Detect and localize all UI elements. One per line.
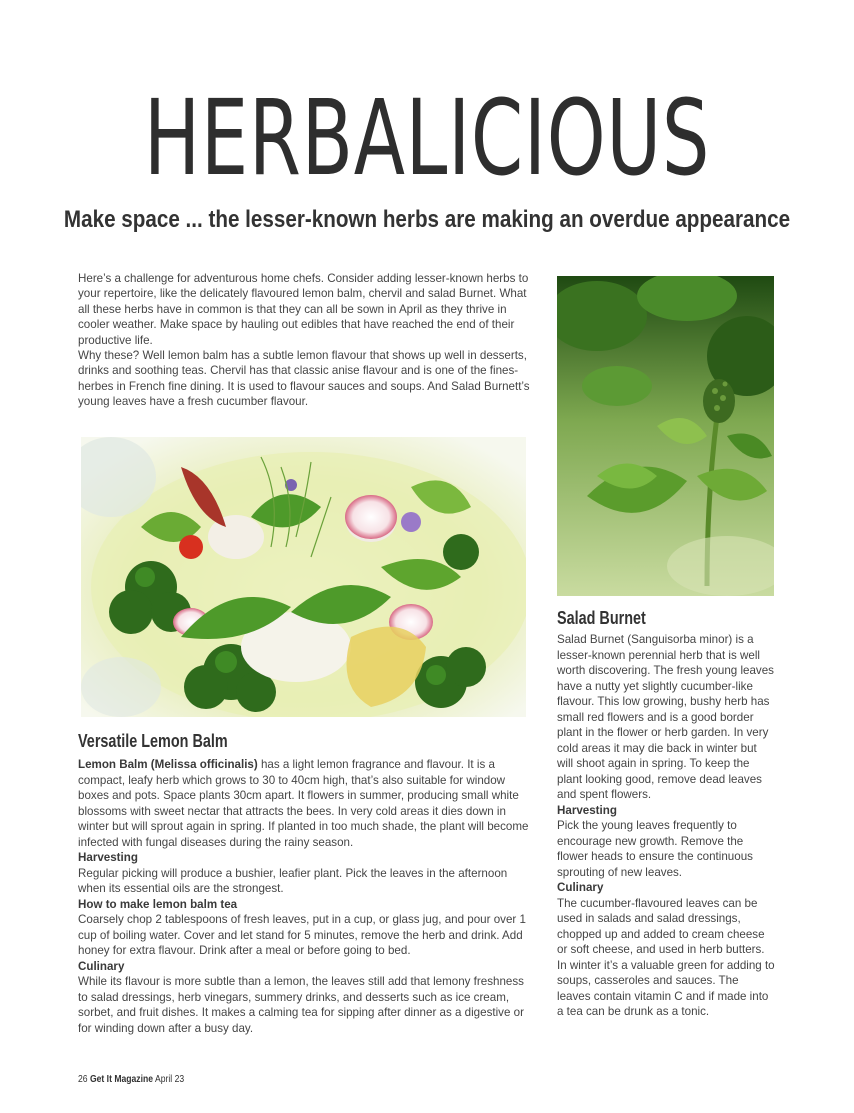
issue-date: April 23	[154, 1074, 185, 1085]
salad-burnet-heading: Salad Burnet	[557, 608, 646, 628]
page-subtitle: Make space ... the lesser-known herbs are making an overdue appearance	[63, 206, 791, 233]
salad-burnet-culinary-text: The cucumber-flavoured leaves can be used in salads and salad dressings, chopped up and added to cream cheese or soft cheese, and used in herb butters. In winter it’s a valuable green for adding to soups, casseroles and sauces. The leaves contain vitamin C and if made into a tea can be drunk as a tonic.	[557, 896, 775, 1018]
lemon-balm-column	[78, 757, 536, 1036]
salad-burnet-image	[557, 276, 774, 596]
lemon-balm-harvesting-text: Regular picking will produce a bushier, leafier plant. Pick the leaves in the afternoon when its essential oils are the strongest.	[78, 866, 508, 895]
lemon-balm-culinary-text: While its flavour is more subtle than a lemon, the leaves still add that lemony freshness to salad dressings, herb vinegars, summery drinks, and desserts such as ice cream, sorbet, and fruit dishes. It makes a calming tea for sipping after dinner as a digestive or for winding down after a busy day.	[78, 975, 524, 1035]
intro-text	[78, 271, 534, 410]
salad-burnet-culinary-heading: Culinary	[557, 881, 604, 894]
lemon-balm-heading: Versatile Lemon Balm	[78, 731, 228, 751]
page-number: 26	[78, 1074, 88, 1085]
herb-salad-photo	[81, 437, 526, 717]
lemon-balm-intro	[78, 757, 536, 850]
page-footer	[78, 1074, 184, 1085]
salad-burnet-harvesting-heading: Harvesting	[557, 803, 617, 817]
herb-salad-image	[81, 437, 526, 717]
intro-paragraph: Why these? Well lemon balm has a subtle lemon flavour that shows up well in desserts, drinks and soothing teas. Chervil has that classic anise flavour and is one of the fines-herbes in French fine dining. It is used to flavour sauces and soups. And Salad Burnett’s young leaves have a fresh cucumber flavour.	[78, 349, 530, 409]
lemon-balm-intro-text: has a light lemon fragrance and flavour. It is a compact, leafy herb which grows to 30 to 40cm high, that’s also suitable for window boxes and pots. Space plants 30cm apart. It flowers in summer, producing small white blossoms with sweet nectar that attracts the bees. In very cold areas it dies down in winter but will sprout again in spring. If planted in too much shade, the plant will become infected with fungal diseases during the rainy season.	[78, 758, 529, 849]
lemon-balm-botanical-name: Lemon Balm (Melissa officinalis)	[78, 758, 258, 771]
salad-burnet-column	[557, 632, 775, 1020]
magazine-name: Get It Magazine	[89, 1074, 154, 1085]
salad-burnet-photo	[557, 276, 774, 596]
salad-burnet-harvesting-text: Pick the young leaves frequently to encourage new growth. Remove the flower heads to ensure the continuous sprouting of new leaves.	[557, 819, 753, 879]
page-title: HERBALICIOUS	[143, 77, 711, 199]
lemon-balm-tea-text: Coarsely chop 2 tablespoons of fresh leaves, put in a cup, or glass jug, and pour over 1 cup of boiling water. Cover and let stand for 5 minutes, remove the herb and drink. Add honey for extra flavour. Drink after a meal or before going to bed.	[78, 913, 526, 957]
salad-burnet-intro: Salad Burnet (Sanguisorba minor) is a lesser-known perennial herb that is well worth discovering. The fresh young leaves have a nutty yet slightly cucumber-like flavour. This low growing, bushy herb has small red flowers and is a good border plant in the flower or herb garden. In very cold areas it may die back in winter but will shoot again in spring. To keep the plant looking good, remove dead leaves and spent flowers.	[557, 633, 774, 801]
lemon-balm-harvesting-heading: Harvesting	[78, 851, 138, 864]
lemon-balm-tea-heading: How to make lemon balm tea	[78, 897, 238, 911]
intro-paragraph: Here’s a challenge for adventurous home chefs. Consider adding lesser-known herbs to your repertoire, like the delicately flavoured lemon balm, chervil and salad Burnet. What all these herbs have in common is that they can all be sown in April as they thrive in cooler weather. Make space by hauling out edibles that have reached the end of their productive life.	[78, 272, 529, 347]
lemon-balm-culinary-heading: Culinary	[78, 959, 125, 973]
